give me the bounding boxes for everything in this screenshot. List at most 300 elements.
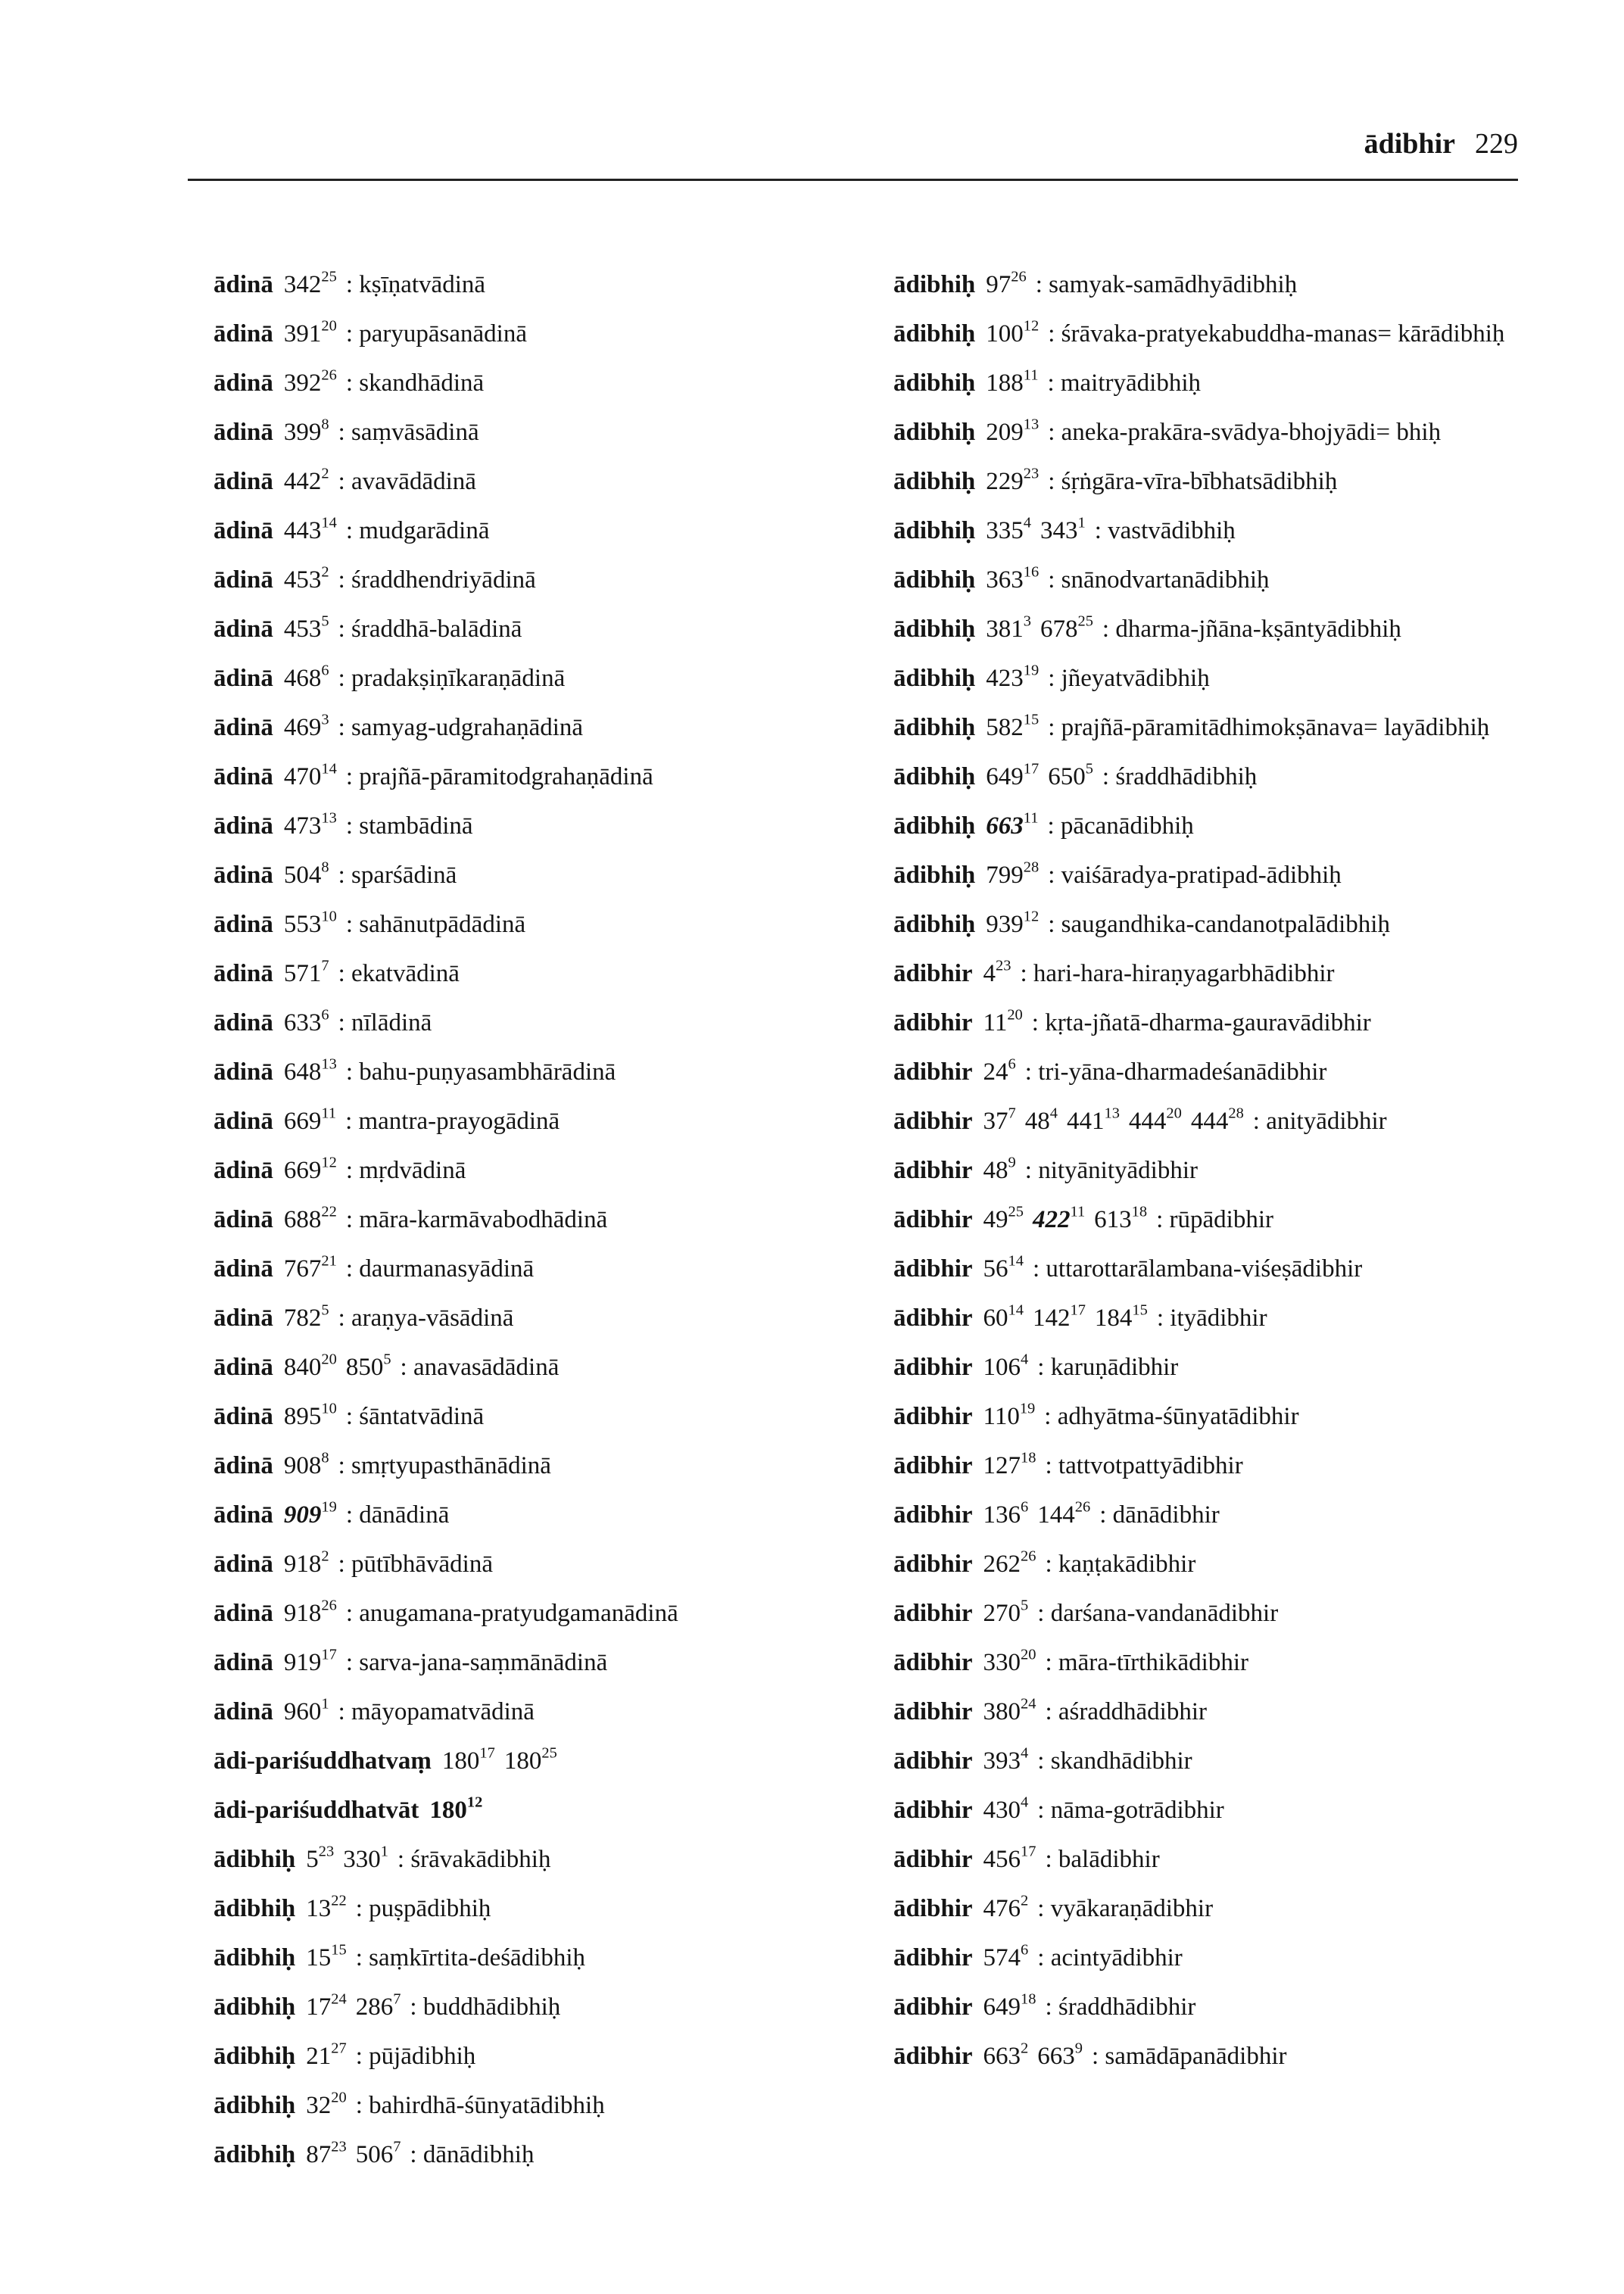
- page-reference: [306, 2089, 347, 2119]
- entry-separator: :: [1037, 1354, 1051, 1381]
- reference-page: 648: [283, 1058, 322, 1086]
- page-reference: [986, 908, 1040, 938]
- entry-headword: ādinā: [214, 1157, 273, 1184]
- entry-separator: :: [1045, 1452, 1058, 1479]
- entry-text: nāma-gotrādibhir: [1050, 1797, 1224, 1824]
- index-entry: [214, 1697, 812, 1727]
- reference-page: 393: [983, 1747, 1021, 1775]
- reference-page: 909: [283, 1501, 322, 1529]
- entry-headword: ādibhiḥ: [893, 566, 976, 594]
- page-reference: [1037, 2040, 1083, 2070]
- entry-separator: :: [345, 1206, 360, 1233]
- entry-headword: ādinā: [214, 320, 273, 348]
- reference-line: 22: [321, 1203, 337, 1220]
- reference-page: 60: [983, 1304, 1008, 1332]
- index-entry: [214, 1155, 812, 1186]
- entry-text: mṛdvādinā: [359, 1157, 466, 1184]
- index-entry: [893, 1401, 1522, 1432]
- reference-line: 20: [331, 2089, 347, 2106]
- reference-page: 918: [283, 1600, 322, 1627]
- page-reference: [283, 1548, 329, 1578]
- reference-page: 430: [983, 1797, 1021, 1824]
- entry-text: śrāvakādibhiḥ: [410, 1846, 551, 1873]
- entry-separator: :: [355, 1944, 369, 1971]
- page-number: 229: [1475, 128, 1518, 160]
- page-reference: [283, 1449, 329, 1479]
- entry-text: saugandhika-candanotpalādibhiḥ: [1061, 911, 1390, 938]
- entry-headword: ādibhir: [893, 1058, 973, 1086]
- entry-text: adhyātma-śūnyatādibhir: [1057, 1403, 1299, 1430]
- entry-text: dānādinā: [359, 1501, 450, 1529]
- reference-line: 5: [383, 1351, 391, 1368]
- entry-text: skandhādinā: [359, 369, 485, 397]
- reference-line: 18: [1021, 1990, 1036, 2008]
- reference-line: 9: [1074, 2040, 1083, 2057]
- reference-line: 4: [1023, 514, 1031, 531]
- entry-text: stambādinā: [359, 812, 473, 840]
- index-entry: [214, 1844, 812, 1875]
- page-reference: [983, 1301, 1024, 1332]
- entry-headword: ādinā: [214, 271, 273, 298]
- entry-text: pūjādibhiḥ: [369, 2043, 476, 2070]
- reference-line: 1: [380, 1843, 388, 1860]
- reference-line: 23: [1023, 465, 1040, 482]
- entry-headword: ādinā: [214, 763, 273, 790]
- page-reference: [283, 711, 329, 741]
- page-reference: [986, 662, 1040, 692]
- index-entry: [893, 860, 1522, 890]
- entry-headword: ādibhir: [893, 1255, 973, 1283]
- entry-separator: :: [355, 2092, 369, 2119]
- reference-line: 14: [1008, 1301, 1024, 1319]
- reference-line: 5: [1021, 1597, 1029, 1614]
- reference-line: 13: [1023, 416, 1040, 433]
- index-entry: [893, 1992, 1522, 2022]
- entry-text: jñeyatvādibhiḥ: [1061, 665, 1210, 692]
- reference-page: 363: [986, 566, 1024, 594]
- reference-page: 100: [986, 320, 1024, 348]
- reference-line: 25: [321, 268, 337, 285]
- page-reference: [1032, 1301, 1086, 1332]
- reference-page: 767: [283, 1255, 322, 1283]
- entry-text: vyākaraṇādibhir: [1050, 1895, 1214, 1922]
- entry-separator: :: [1024, 1157, 1039, 1184]
- reference-page: 442: [283, 468, 322, 495]
- reference-page: 633: [283, 1009, 322, 1036]
- index-entry: [214, 909, 812, 940]
- entry-headword: ādibhir: [893, 1797, 973, 1824]
- index-entry: [893, 1303, 1522, 1333]
- header-rule: [188, 179, 1518, 181]
- entry-headword: ādibhir: [893, 1403, 973, 1430]
- entry-text: aśraddhādibhir: [1058, 1698, 1208, 1725]
- entry-separator: :: [1252, 1108, 1267, 1135]
- entry-text: tattvotpattyādibhir: [1058, 1452, 1243, 1479]
- reference-page: 918: [283, 1551, 322, 1578]
- entry-text: aneka-prakāra-svādya-bhojyādi= bhiḥ: [1061, 419, 1442, 446]
- entry-separator: :: [1099, 1501, 1113, 1529]
- reference-line: 22: [331, 1892, 347, 1909]
- entry-separator: :: [345, 1649, 360, 1676]
- entry-text: daurmanasyādinā: [359, 1255, 535, 1283]
- reference-line: 26: [321, 366, 337, 384]
- entry-text: pradakṣiṇīkaraṇādinā: [351, 665, 566, 692]
- reference-page: 144: [1037, 1501, 1075, 1529]
- entry-separator: :: [345, 1108, 359, 1135]
- entry-separator: :: [338, 960, 352, 987]
- entry-text: dānādibhiḥ: [422, 2141, 535, 2168]
- reference-page: 669: [283, 1157, 322, 1184]
- reference-line: 2: [1021, 2040, 1029, 2057]
- index-entry: [893, 1155, 1522, 1186]
- reference-page: 799: [986, 862, 1024, 889]
- reference-line: 2: [321, 465, 329, 482]
- reference-page: 444: [1128, 1108, 1167, 1135]
- page-reference: [343, 1843, 388, 1873]
- reference-page: 11: [983, 1009, 1008, 1036]
- entry-text: maitryādibhiḥ: [1060, 369, 1201, 397]
- page-reference: [283, 1252, 337, 1283]
- reference-page: 48: [983, 1157, 1008, 1184]
- entry-headword: ādinā: [214, 862, 273, 889]
- index-entry: [214, 1303, 812, 1333]
- entry-headword: ādibhiḥ: [214, 1846, 296, 1873]
- entry-text: darśana-vandanādibhir: [1050, 1600, 1279, 1627]
- reference-line: 26: [1011, 268, 1027, 285]
- reference-line: 20: [1166, 1105, 1182, 1122]
- entry-text: sahānutpādādinā: [359, 911, 526, 938]
- page-reference: [983, 1695, 1036, 1725]
- reference-page: 443: [283, 517, 322, 544]
- entry-headword: ādinā: [214, 1354, 273, 1381]
- entry-text: māyopamatvādinā: [351, 1698, 535, 1725]
- page-reference: [983, 1055, 1016, 1086]
- reference-line: 4: [1021, 1351, 1029, 1368]
- reference-line: 5: [1085, 760, 1093, 778]
- reference-page: 908: [283, 1452, 322, 1479]
- index-entry: [893, 1943, 1522, 1973]
- page-reference: [283, 563, 329, 594]
- reference-page: 106: [983, 1354, 1021, 1381]
- entry-separator: :: [338, 1551, 352, 1578]
- reference-page: 895: [283, 1403, 322, 1430]
- reference-page: 422: [1032, 1206, 1071, 1233]
- entry-text: kṣīṇatvādinā: [359, 271, 486, 298]
- entry-separator: :: [345, 812, 360, 840]
- page-reference: [986, 760, 1040, 790]
- reference-page: 663: [986, 812, 1024, 840]
- index-entry: [893, 1647, 1522, 1678]
- page-reference: [983, 1646, 1036, 1676]
- entry-separator: :: [1102, 616, 1116, 643]
- entry-separator: :: [338, 1452, 352, 1479]
- reference-page: 330: [983, 1649, 1021, 1676]
- reference-page: 127: [983, 1452, 1021, 1479]
- entry-separator: :: [1048, 714, 1061, 741]
- page-reference: [983, 1203, 1024, 1233]
- index-entry: [893, 2041, 1522, 2071]
- entry-headword: ādinā: [214, 1501, 273, 1529]
- page-reference: [283, 859, 329, 889]
- reference-line: 8: [321, 1449, 329, 1466]
- reference-page: 650: [1048, 763, 1086, 790]
- entry-text: skandhādibhir: [1050, 1747, 1192, 1775]
- index-entry: [893, 1549, 1522, 1579]
- reference-line: 4: [1021, 1794, 1029, 1811]
- reference-line: 2: [1021, 1892, 1029, 1909]
- entry-headword: ādinā: [214, 1551, 273, 1578]
- reference-page: 571: [283, 960, 322, 987]
- entry-text: sparśādinā: [351, 862, 457, 889]
- reference-page: 506: [355, 2141, 394, 2168]
- page-reference: [355, 1990, 401, 2021]
- page-reference: [983, 2040, 1029, 2070]
- entry-separator: :: [345, 320, 360, 348]
- reference-page: 48: [1024, 1108, 1050, 1135]
- page-reference: [986, 465, 1040, 495]
- page-reference: [983, 1892, 1029, 1922]
- entry-separator: :: [1047, 369, 1061, 397]
- entry-separator: :: [1037, 1747, 1051, 1775]
- entry-text: mantra-prayogādinā: [358, 1108, 560, 1135]
- page-reference: [283, 809, 337, 840]
- reference-page: 262: [983, 1551, 1021, 1578]
- entry-text: avavādādinā: [351, 468, 476, 495]
- index-entry: [214, 1943, 812, 1973]
- page-reference: [283, 514, 337, 544]
- index-entry: [893, 565, 1522, 595]
- reference-page: 649: [983, 1993, 1021, 2021]
- reference-page: 343: [1040, 517, 1078, 544]
- reference-page: 939: [986, 911, 1024, 938]
- page-reference: [983, 1154, 1016, 1184]
- entry-headword: ādibhiḥ: [893, 271, 976, 298]
- entry-separator: :: [1048, 911, 1061, 938]
- entry-separator: :: [1048, 419, 1061, 446]
- index-entry: [214, 1106, 812, 1136]
- page-reference: [983, 1941, 1029, 1971]
- right-column: [893, 270, 1522, 2090]
- reference-page: 37: [983, 1108, 1008, 1135]
- entry-text: rūpādibhir: [1169, 1206, 1273, 1233]
- reference-page: 582: [986, 714, 1024, 741]
- page-reference: [1066, 1105, 1120, 1135]
- reference-line: 26: [1021, 1548, 1036, 1565]
- entry-separator: :: [1156, 1206, 1170, 1233]
- page-reference: [1037, 1498, 1091, 1529]
- reference-page: 49: [983, 1206, 1008, 1233]
- entry-text: dānādibhir: [1112, 1501, 1220, 1529]
- entry-headword: ādibhiḥ: [893, 517, 976, 544]
- page-reference: [345, 1351, 391, 1381]
- page-reference: [986, 612, 1031, 643]
- entry-separator: :: [1024, 1058, 1039, 1086]
- page-reference: [986, 416, 1040, 446]
- page-reference: [1048, 760, 1093, 790]
- entry-headword: ādinā: [214, 1403, 273, 1430]
- reference-page: 470: [283, 763, 322, 790]
- page-reference: [283, 1695, 329, 1725]
- page-reference: [306, 2138, 347, 2168]
- index-entry: [214, 1500, 812, 1530]
- page-reference: [1024, 1105, 1058, 1135]
- entry-text: mudgarādinā: [359, 517, 490, 544]
- reference-line: 1: [1077, 514, 1086, 531]
- reference-line: 17: [1070, 1301, 1086, 1319]
- page-reference: [283, 760, 337, 790]
- page-reference: [983, 1744, 1029, 1775]
- reference-line: 10: [321, 908, 337, 925]
- reference-page: 184: [1094, 1304, 1133, 1332]
- entry-text: prajñā-pāramitādhimokṣānava= layādibhiḥ: [1061, 714, 1490, 741]
- entry-separator: :: [345, 1058, 360, 1086]
- entry-headword: ādibhiḥ: [893, 369, 976, 397]
- entry-headword: ādinā: [214, 468, 273, 495]
- page-reference: [283, 1105, 337, 1135]
- reference-page: 24: [983, 1058, 1008, 1086]
- index-entry: [214, 811, 812, 841]
- entry-separator: :: [345, 1403, 360, 1430]
- entry-text: śraddhādibhiḥ: [1115, 763, 1258, 790]
- reference-line: 14: [1008, 1252, 1024, 1270]
- entry-headword: ādibhir: [893, 960, 973, 987]
- entry-separator: :: [1048, 468, 1061, 495]
- index-entry: [893, 811, 1522, 841]
- page-reference: [983, 1400, 1036, 1430]
- entry-text: nityānityādibhir: [1038, 1157, 1198, 1184]
- page-reference: [983, 1105, 1016, 1135]
- entry-separator: :: [345, 1501, 360, 1529]
- index-entry: [214, 614, 812, 644]
- reference-line: 4: [1049, 1105, 1058, 1122]
- entry-text: araṇya-vāsādinā: [351, 1304, 514, 1332]
- reference-line: 9: [1008, 1154, 1016, 1171]
- page-reference: [283, 268, 337, 298]
- reference-page: 87: [306, 2141, 332, 2168]
- entry-text: pācanādibhiḥ: [1060, 812, 1194, 840]
- index-entry: [893, 1746, 1522, 1776]
- reference-line: 28: [1023, 859, 1040, 876]
- reference-line: 25: [1008, 1203, 1024, 1220]
- reference-page: 136: [983, 1501, 1021, 1529]
- page-reference: [283, 1597, 337, 1627]
- index-entry: [893, 368, 1522, 398]
- page-reference: [283, 1498, 337, 1529]
- reference-line: 23: [331, 2138, 347, 2155]
- entry-headword: ādinā: [214, 1304, 273, 1332]
- reference-line: 19: [1023, 662, 1040, 679]
- reference-line: 6: [1008, 1055, 1016, 1073]
- reference-page: 110: [983, 1403, 1020, 1430]
- index-entry: [214, 663, 812, 693]
- index-entry: [893, 516, 1522, 546]
- entry-headword: ādinā: [214, 1649, 273, 1676]
- entry-headword: ādibhir: [893, 1206, 973, 1233]
- reference-line: 12: [466, 1794, 483, 1811]
- reference-page: 469: [283, 714, 322, 741]
- entry-headword: ādibhir: [893, 1501, 973, 1529]
- reference-page: 97: [986, 271, 1011, 298]
- reference-line: 25: [1077, 612, 1093, 630]
- entry-text: balādibhir: [1058, 1846, 1160, 1873]
- entry-separator: :: [1045, 1846, 1058, 1873]
- reference-page: 423: [986, 665, 1024, 692]
- reference-line: 26: [321, 1597, 337, 1614]
- page-reference: [986, 366, 1039, 397]
- index-entry: [893, 663, 1522, 693]
- entry-headword: ādibhiḥ: [214, 1944, 296, 1971]
- reference-line: 7: [1008, 1105, 1016, 1122]
- reference-page: 381: [986, 616, 1024, 643]
- index-entry: [214, 860, 812, 890]
- index-entry: [893, 1795, 1522, 1825]
- page-reference: [283, 612, 329, 643]
- entry-text: nīlādinā: [351, 1009, 432, 1036]
- index-entry: [214, 270, 812, 300]
- reference-page: 960: [283, 1698, 322, 1725]
- entry-text: anugamana-pratyudgamanādinā: [359, 1600, 678, 1627]
- reference-line: 25: [541, 1744, 557, 1762]
- page-reference: [283, 662, 329, 692]
- entry-separator: :: [1047, 812, 1061, 840]
- reference-page: 21: [306, 2043, 332, 2070]
- index-entry: [214, 1549, 812, 1579]
- reference-line: 18: [1021, 1449, 1036, 1466]
- reference-line: 21: [321, 1252, 337, 1270]
- page-reference: [283, 1006, 329, 1036]
- index-entry: [214, 516, 812, 546]
- entry-separator: :: [345, 1157, 360, 1184]
- reference-line: 28: [1228, 1105, 1244, 1122]
- index-entry: [893, 417, 1522, 447]
- reference-page: 553: [283, 911, 322, 938]
- entry-headword: ādibhir: [893, 1452, 973, 1479]
- page-reference: [283, 1055, 337, 1086]
- page-reference: [283, 317, 337, 348]
- index-entry: [893, 1500, 1522, 1530]
- reference-page: 4: [983, 960, 996, 987]
- entry-text: māra-karmāvabodhādinā: [359, 1206, 608, 1233]
- entry-separator: :: [345, 1255, 360, 1283]
- entry-headword: ādinā: [214, 1108, 273, 1135]
- entry-headword: ādibhir: [893, 2043, 973, 2070]
- reference-line: 19: [1019, 1400, 1036, 1417]
- reference-line: 23: [318, 1843, 335, 1860]
- reference-line: 4: [1021, 1744, 1029, 1762]
- entry-text: sarva-jana-saṃmānādinā: [359, 1649, 608, 1676]
- entry-text: māra-tīrthikādibhir: [1058, 1649, 1248, 1676]
- entry-headword: ādibhiḥ: [893, 468, 976, 495]
- reference-line: 23: [996, 957, 1011, 974]
- index-entry: [893, 1008, 1522, 1038]
- page-reference: [983, 957, 1011, 987]
- index-entry: [214, 1647, 812, 1678]
- page-reference: [355, 2138, 401, 2168]
- reference-page: 380: [983, 1698, 1021, 1725]
- entry-headword: ādibhir: [893, 1846, 973, 1873]
- reference-page: 56: [983, 1255, 1008, 1283]
- reference-page: 392: [283, 369, 322, 397]
- entry-separator: :: [338, 714, 352, 741]
- page-reference: [983, 1843, 1036, 1873]
- entry-separator: :: [410, 1993, 423, 2021]
- index-entry: [893, 614, 1522, 644]
- reference-line: 27: [331, 2040, 347, 2057]
- entry-text: saṃkīrtita-deśādibhiḥ: [369, 1944, 586, 1971]
- entry-separator: :: [1045, 1698, 1058, 1725]
- page-reference: [1094, 1203, 1148, 1233]
- running-headword: ādibhir: [1364, 128, 1455, 160]
